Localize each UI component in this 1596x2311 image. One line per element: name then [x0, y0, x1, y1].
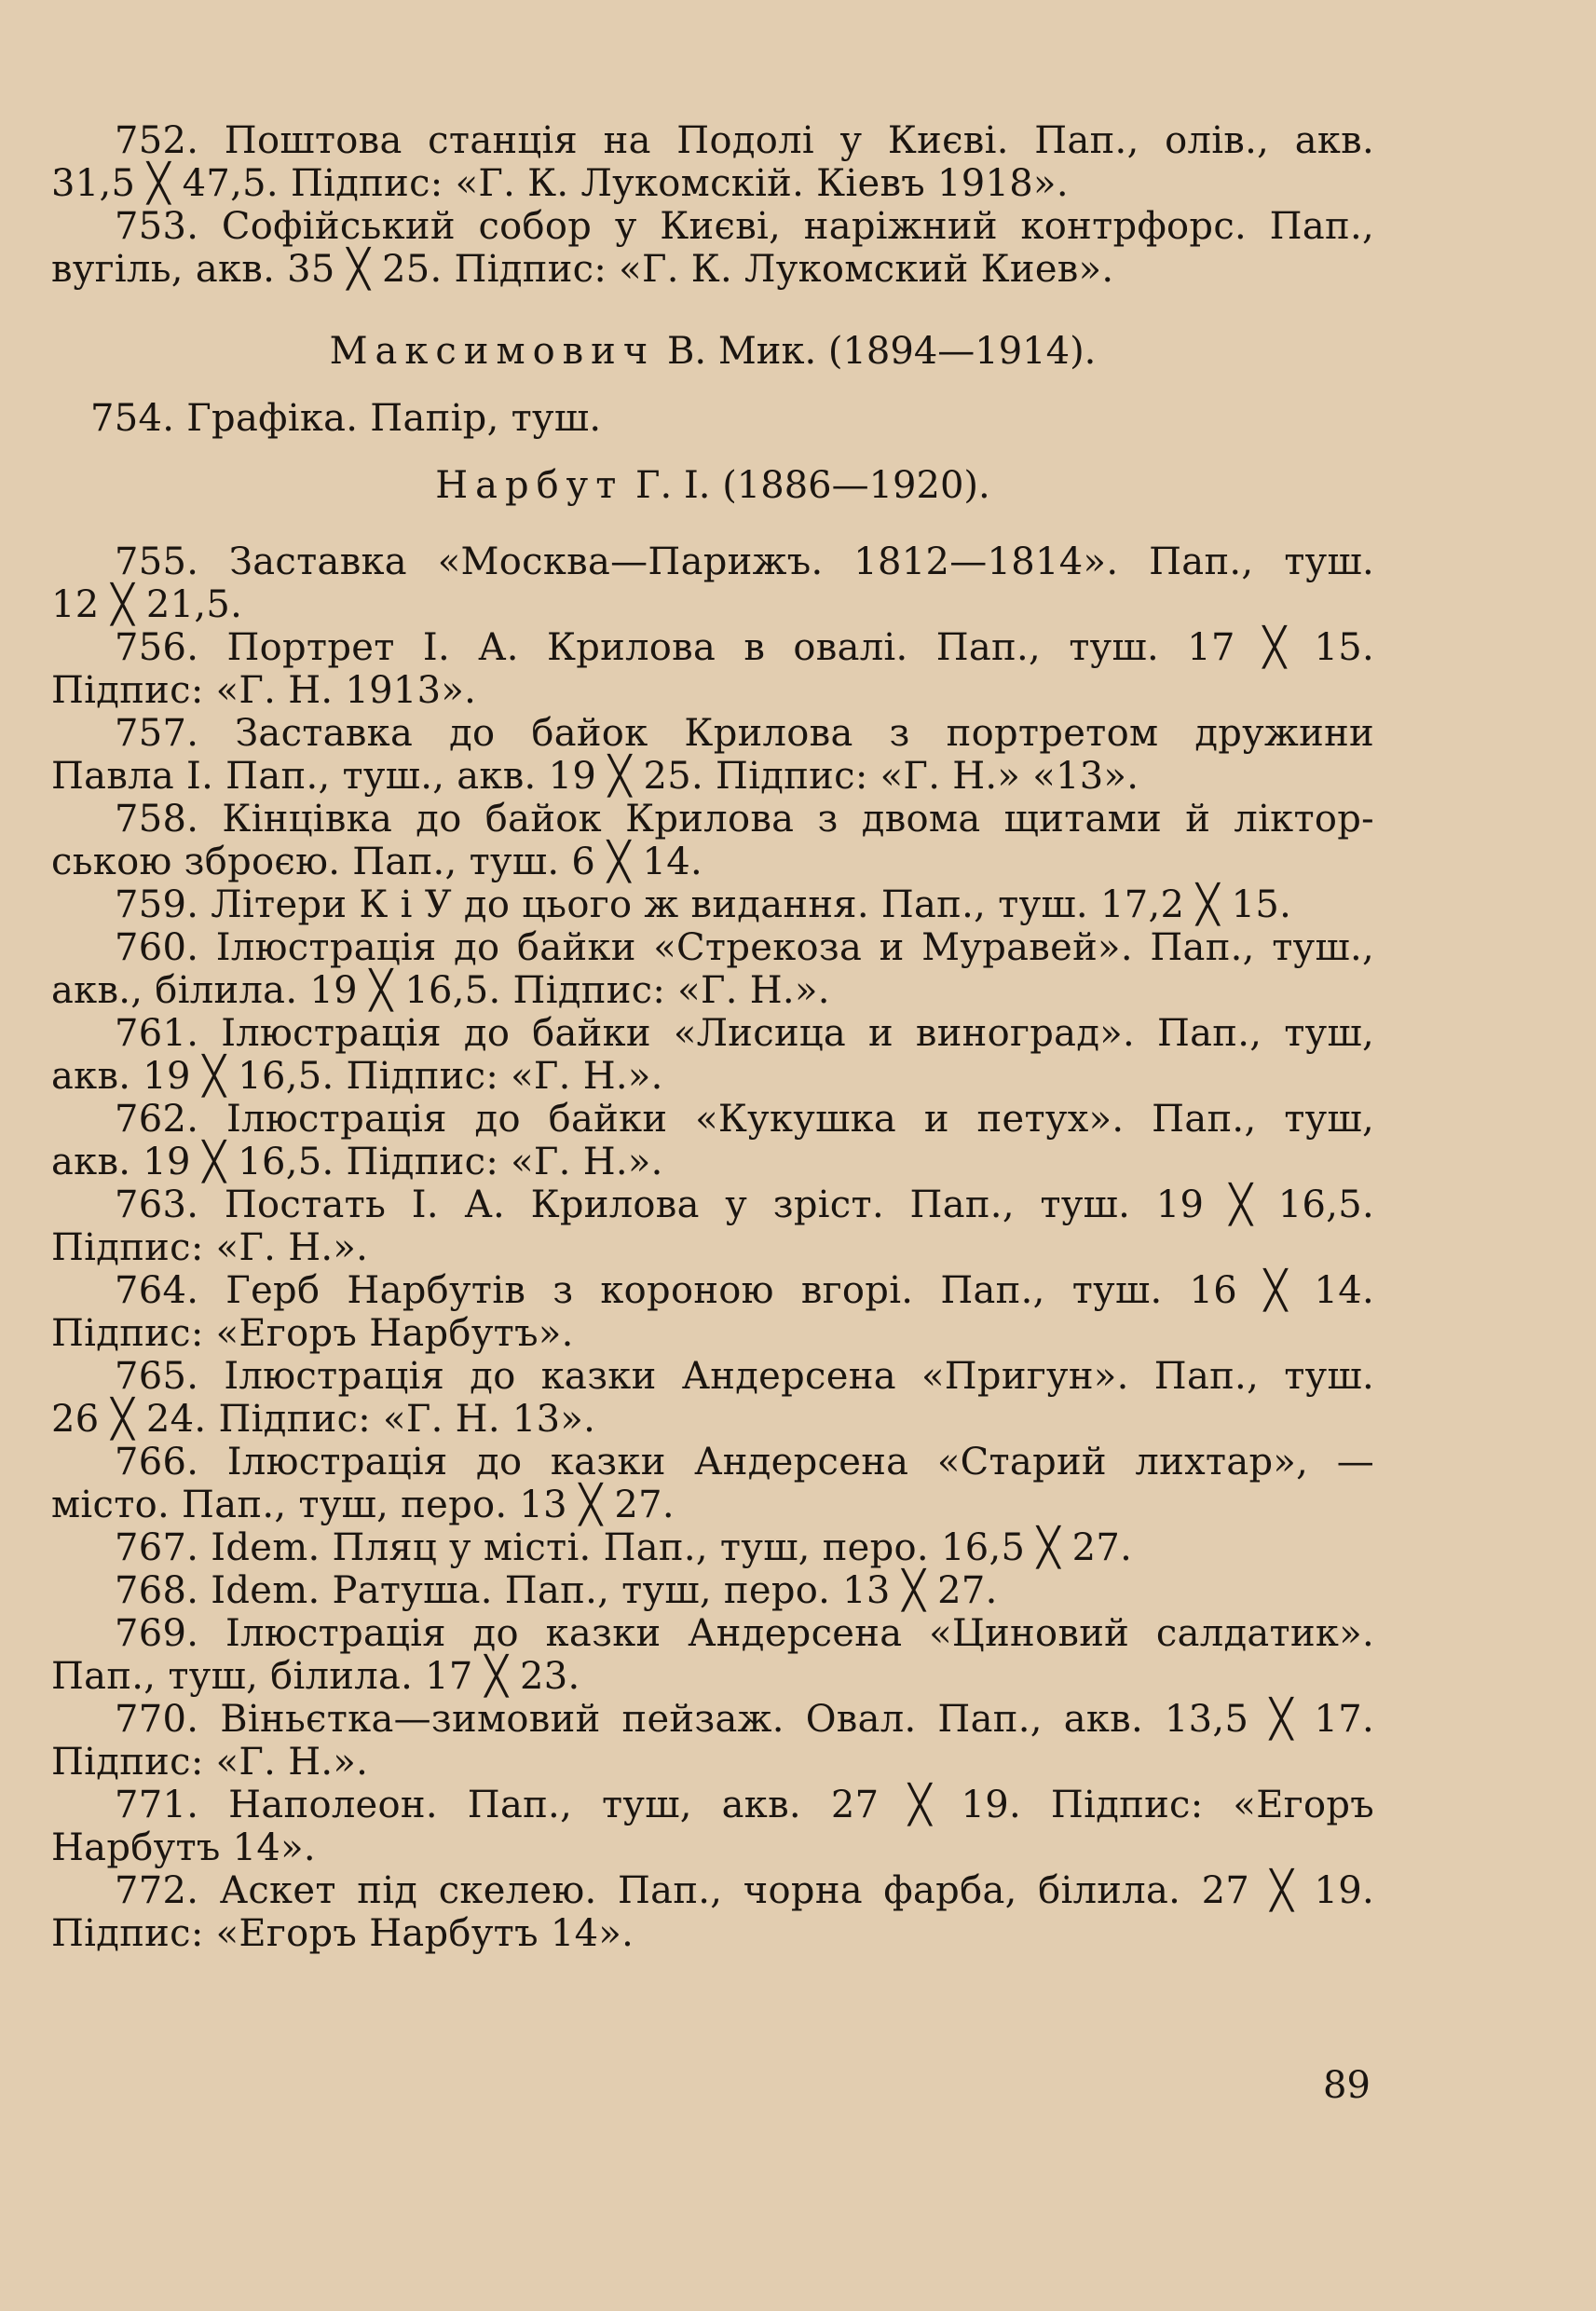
- entry-first-line: 752. Поштова станція на Подолі у Києві. Пап., олів., акв.: [115, 119, 1374, 162]
- entry-first-line: 771. Наполеон. Пап., туш, акв. 27 ╳ 19. Підпис: «Егоръ: [115, 1784, 1374, 1826]
- catalog-entry: [51, 1098, 1374, 1183]
- catalog-entry: [51, 883, 1374, 926]
- entry-first-line: 770. Віньєтка—зимовий пейзаж. Овал. Пап., акв. 13,5 ╳ 17.: [115, 1698, 1374, 1741]
- entry-first-line: 766. Ілюстрація до казки Андерсена «Старий лихтар», —: [115, 1441, 1374, 1484]
- entry-first-line: 760. Ілюстрація до байки «Стрекоза и Муравей». Пап., туш.,: [115, 926, 1374, 969]
- entry-first-line: 755. Заставка «Москва—Парижъ. 1812—1814». Пап., туш.: [115, 540, 1374, 583]
- catalog-entry: [51, 1183, 1374, 1269]
- entry-continuation-line: 31,5 ╳ 47,5. Підпис: «Г. К. Лукомскій. Кіевъ 1918».: [51, 162, 1069, 205]
- entry-continuation-line: Підпис: «Г. Н.».: [51, 1741, 369, 1784]
- artist-details: Г. І. (1886—1920).: [623, 464, 990, 507]
- entry-first-line: 764. Герб Нарбутів з короною вгорі. Пап., туш. 16 ╳ 14.: [115, 1269, 1374, 1312]
- catalog-entry: [51, 1698, 1374, 1784]
- entry-first-line: 761. Ілюстрація до байки «Лисица и виноград». Пап., туш,: [115, 1012, 1374, 1055]
- catalog-entry: [51, 1355, 1374, 1441]
- page-number: 89: [1323, 2064, 1371, 2107]
- entry-first-line: 763. Постать І. А. Крилова у зріст. Пап., туш. 19 ╳ 16,5.: [115, 1183, 1374, 1226]
- catalog-entry: [51, 205, 1374, 291]
- catalog-entry: [51, 1441, 1374, 1526]
- entry-continuation-line: 12 ╳ 21,5.: [51, 583, 243, 626]
- entry-first-line: 758. Кінцівка до байок Крилова з двома щитами й ліктор-: [115, 798, 1374, 841]
- catalog-entry: [51, 798, 1374, 883]
- catalog-entry: [51, 1612, 1374, 1698]
- entry-first-line: 753. Софійський собор у Києві, наріжний контрфорс. Пап.,: [115, 205, 1374, 248]
- catalog-entry: [51, 119, 1374, 205]
- catalog-entry: [51, 1526, 1374, 1569]
- entry-continuation-line: акв. 19 ╳ 16,5. Підпис: «Г. Н.».: [51, 1055, 663, 1098]
- section-heading-narbut: [51, 464, 1374, 507]
- entry-first-line: 769. Ілюстрація до казки Андерсена «Циновий салдатик».: [115, 1612, 1374, 1655]
- entry-first-line: 772. Аскет під скелею. Пап., чорна фарба, білила. 27 ╳ 19.: [115, 1869, 1374, 1912]
- catalog-entry: [51, 1269, 1374, 1355]
- entry-continuation-line: Пап., туш, білила. 17 ╳ 23.: [51, 1655, 580, 1698]
- entry-continuation-line: акв., білила. 19 ╳ 16,5. Підпис: «Г. Н.».: [51, 969, 830, 1012]
- entry-continuation-line: Підпис: «Г. Н.».: [51, 1226, 369, 1269]
- catalog-entry: [51, 1869, 1374, 1955]
- entry-first-line: 756. Портрет І. А. Крилова в овалі. Пап., туш. 17 ╳ 15.: [115, 626, 1374, 669]
- entry-continuation-line: Павла І. Пап., туш., акв. 19 ╳ 25. Підпис: «Г. Н.» «13».: [51, 755, 1139, 798]
- entry-first-line: 759. Літери К і У до цього ж видання. Пап., туш. 17,2 ╳ 15.: [115, 883, 1292, 926]
- entry-continuation-line: акв. 19 ╳ 16,5. Підпис: «Г. Н.».: [51, 1141, 663, 1183]
- entry-first-line: 768. Idem. Ратуша. Пап., туш, перо. 13 ╳ 27.: [115, 1569, 998, 1612]
- entry-continuation-line: Підпис: «Егоръ Нарбутъ 14».: [51, 1912, 634, 1955]
- entry-first-line: 765. Ілюстрація до казки Андерсена «Пригун». Пап., туш.: [115, 1355, 1374, 1398]
- entry-continuation-line: Підпис: «Егоръ Нарбутъ».: [51, 1312, 574, 1355]
- artist-name: Нарбут: [435, 464, 624, 507]
- catalog-entry: [51, 712, 1374, 798]
- entries-top: [51, 119, 1374, 291]
- entry-continuation-line: ською зброєю. Пап., туш. 6 ╳ 14.: [51, 841, 703, 883]
- entry-continuation-line: Підпис: «Г. Н. 1913».: [51, 669, 477, 712]
- catalog-entry: [51, 1569, 1374, 1612]
- catalog-entry: [51, 1012, 1374, 1098]
- artist-name: Максимович: [329, 330, 656, 373]
- entry-first-line: 757. Заставка до байок Крилова з портретом дружини: [115, 712, 1374, 755]
- catalog-page: [51, 119, 1374, 1955]
- entry-first-line: 762. Ілюстрація до байки «Кукушка и петух». Пап., туш,: [115, 1098, 1374, 1141]
- section-heading-maksymovych: [51, 330, 1374, 373]
- entry-754: 754. Графіка. Папір, туш.: [90, 397, 602, 440]
- catalog-entry: [51, 626, 1374, 712]
- entries-narbut: [51, 540, 1374, 1955]
- artist-details: В. Мик. (1894—1914).: [655, 330, 1097, 373]
- entry-continuation-line: Нарбутъ 14».: [51, 1826, 316, 1869]
- entry-first-line: 767. Idem. Пляц у місті. Пап., туш, перо. 16,5 ╳ 27.: [115, 1526, 1133, 1569]
- catalog-entry: [51, 926, 1374, 1012]
- entry-continuation-line: 26 ╳ 24. Підпис: «Г. Н. 13».: [51, 1398, 596, 1441]
- entry-continuation-line: місто. Пап., туш, перо. 13 ╳ 27.: [51, 1484, 675, 1526]
- catalog-entry: [51, 1784, 1374, 1869]
- catalog-entry: [51, 540, 1374, 626]
- entry-continuation-line: вугіль, акв. 35 ╳ 25. Підпис: «Г. К. Лукомский Киев».: [51, 248, 1114, 291]
